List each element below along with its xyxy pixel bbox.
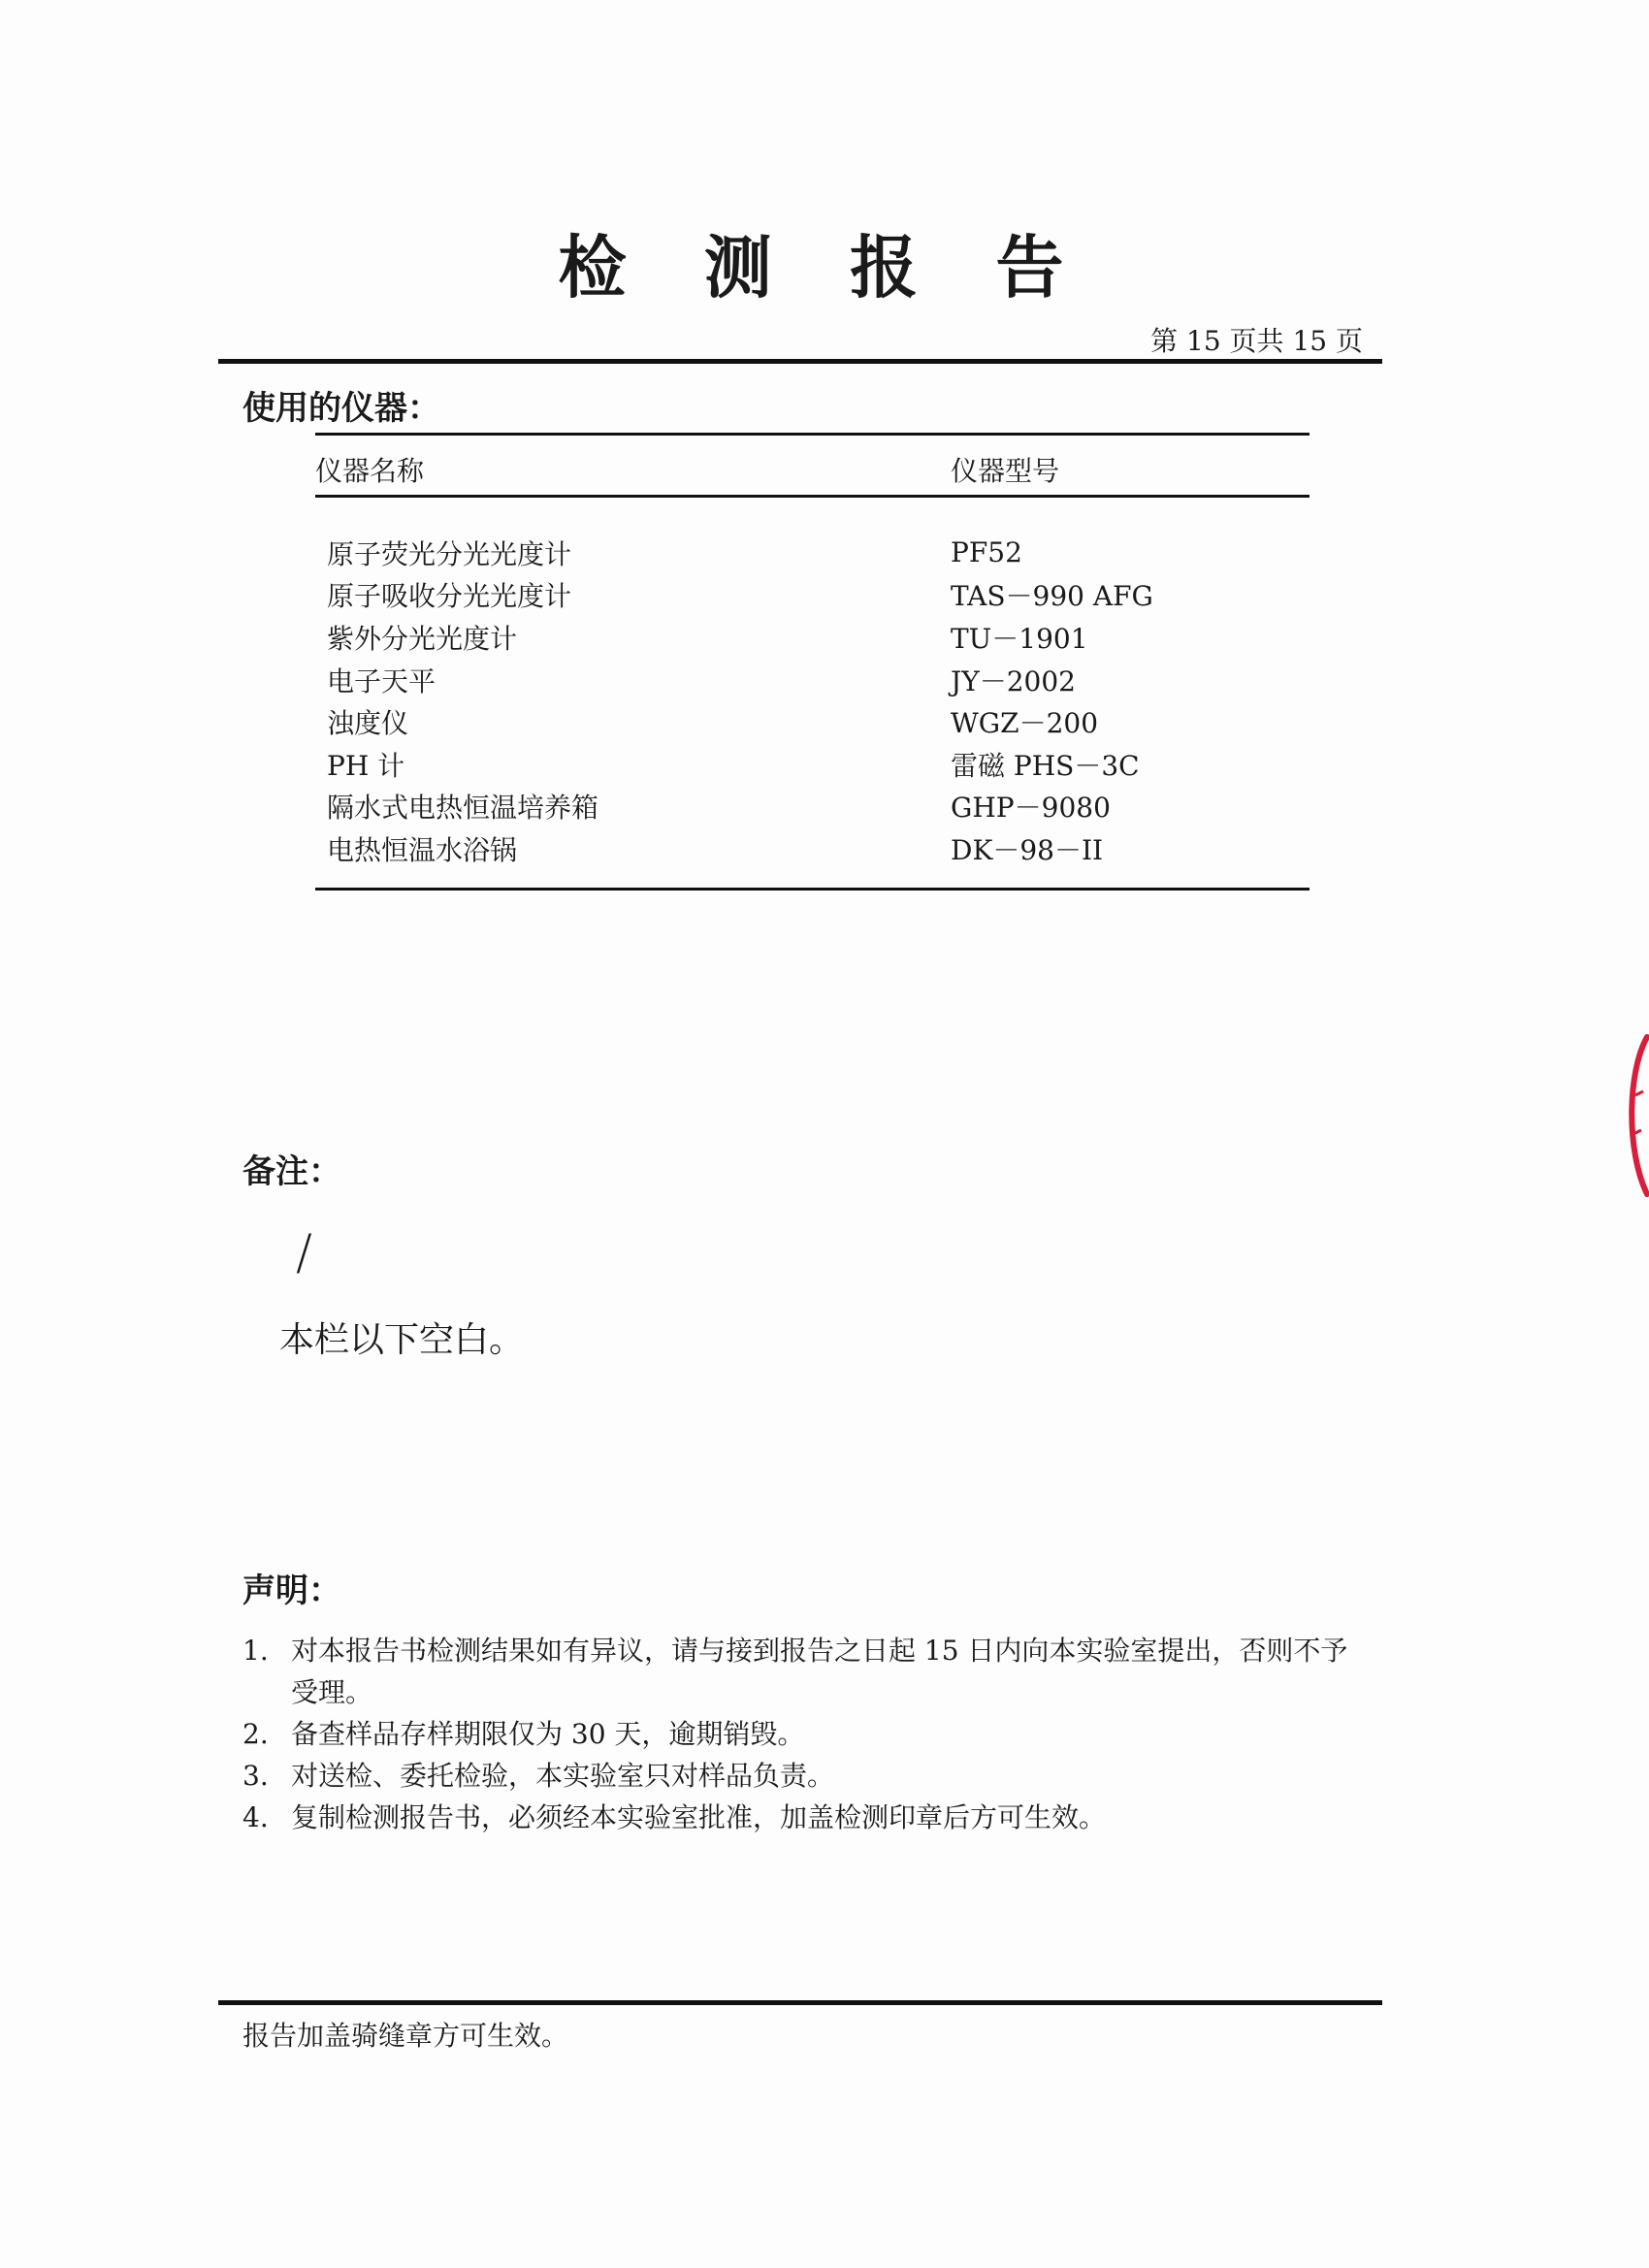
table-row [327, 532, 1297, 574]
instrument-name: PH 计 [327, 749, 405, 782]
table-row [327, 659, 1297, 701]
footer-rule [218, 2000, 1382, 2005]
instrument-table [327, 532, 1297, 870]
instrument-model: WGZ－200 [951, 707, 1099, 740]
instrument-name: 电子天平 [327, 664, 436, 697]
table-row [327, 743, 1297, 786]
instrument-model: PF52 [951, 536, 1022, 569]
instrument-model: DK－98－II [951, 833, 1104, 866]
instrument-name: 紫外分光光度计 [327, 622, 518, 655]
header-rule [218, 359, 1382, 364]
list-item-text: 复制检测报告书，必须经本实验室批准，加盖检测印章后方可生效。 [291, 1801, 1107, 1833]
list-item [242, 1797, 1368, 1838]
instrument-name: 原子吸收分光光度计 [327, 580, 572, 613]
list-item-number: 1. [242, 1635, 269, 1667]
column-header-instrument-model: 仪器型号 [951, 455, 1060, 487]
instrument-model: GHP－9080 [951, 792, 1111, 825]
remarks-heading: 备注： [242, 1152, 341, 1191]
list-item-text: 对本报告书检测结果如有异议，请与接到报告之日起 15 日内向本实验室提出，否则不予受理。 [291, 1635, 1348, 1708]
remarks-blank-note: 本栏以下空白。 [279, 1320, 525, 1360]
instrument-name: 电热恒温水浴锅 [327, 833, 518, 866]
list-item-text: 备查样品存样期限仅为 30 天，逾期销毁。 [291, 1718, 805, 1750]
list-item [242, 1630, 1368, 1713]
table-row [327, 827, 1297, 870]
instrument-name: 原子荧光分光光度计 [327, 537, 572, 570]
list-item [242, 1713, 1368, 1755]
page-indicator: 第 15 页共 15 页 [1150, 325, 1363, 357]
seal-fragment-icon [1622, 1033, 1649, 1198]
list-item-number: 3. [242, 1760, 269, 1792]
list-item-number: 4. [242, 1801, 269, 1833]
instrument-name: 浊度仪 [327, 707, 409, 740]
column-header-instrument-name: 仪器名称 [315, 455, 425, 487]
instrument-model: 雷磁 PHS－3C [951, 749, 1140, 782]
table-bottom-rule [315, 888, 1310, 891]
instruments-heading: 使用的仪器： [242, 389, 440, 428]
table-top-rule [315, 433, 1310, 436]
instrument-name: 隔水式电热恒温培养箱 [327, 792, 599, 825]
statement-heading: 声明： [242, 1571, 341, 1610]
statement-list [242, 1630, 1368, 1838]
footer-note: 报告加盖骑缝章方可生效。 [242, 2020, 569, 2052]
table-row [327, 574, 1297, 617]
instrument-model: TAS－990 AFG [951, 580, 1153, 613]
instrument-model: JY－2002 [951, 664, 1076, 697]
table-row [327, 700, 1297, 743]
table-header-rule [315, 495, 1310, 498]
remarks-slash-mark: / [296, 1224, 312, 1280]
list-item-number: 2. [242, 1718, 269, 1750]
table-row [327, 786, 1297, 828]
table-row [327, 616, 1297, 659]
report-title: 检 测 报 告 [558, 228, 1091, 308]
list-item-text: 对送检、委托检验，本实验室只对样品负责。 [291, 1760, 835, 1792]
instrument-model: TU－1901 [951, 622, 1088, 655]
list-item [242, 1755, 1368, 1797]
